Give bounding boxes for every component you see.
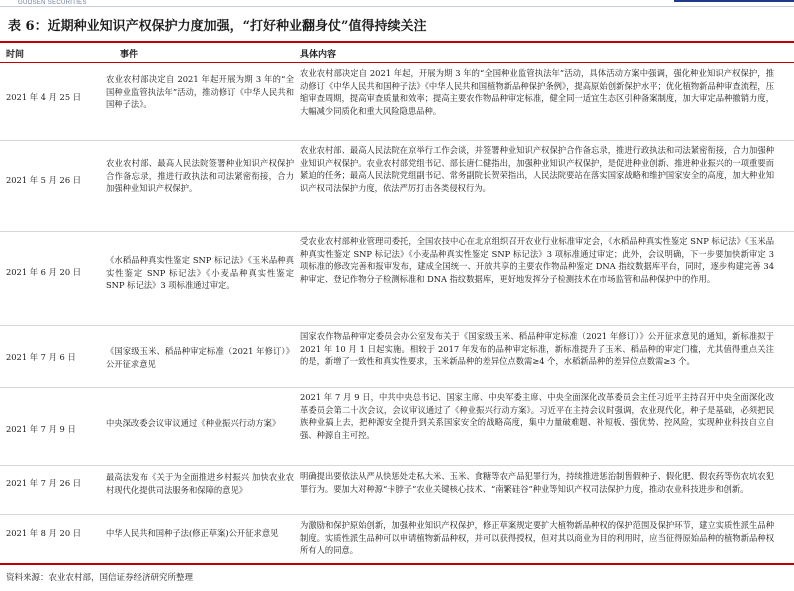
source-note: 资料来源：农业农村部，国信证券经济研究所整理 xyxy=(6,573,194,583)
row-date: 2021 年 6 月 20 日 xyxy=(6,267,82,277)
table-bottom-rule xyxy=(0,563,794,565)
row-date: 2021 年 4 月 25 日 xyxy=(6,92,82,102)
column-header-event: 事件 xyxy=(120,50,139,60)
row-event: 最高法发布《关于为全面推进乡村振兴 加快农业农村现代化提供司法服务和保障的意见》 xyxy=(106,472,294,495)
brand-logo-text: GUOSEN SECURITIES xyxy=(18,0,87,6)
row-event: 农业农村部决定自 2021 年起开展为期 3 年的“全国种业监管执法年”活动，推动修订《中华人民共和国种子法》。 xyxy=(106,74,294,109)
header-accent-bar xyxy=(674,0,794,2)
table-top-rule xyxy=(0,41,794,43)
row-date: 2021 年 7 月 9 日 xyxy=(6,424,76,434)
row-event: 《水稻品种真实性鉴定 SNP 标记法》《玉米品种真实性鉴定 SNP 标记法》《小麦品种真实性鉴定 SNP 标记法》3 项标准通过审定。 xyxy=(106,255,294,290)
row-event: 农业农村部、最高人民法院签署种业知识产权保护合作备忘录，推进行政执法和司法紧密衔接，合力加强种业知识产权保护。 xyxy=(106,158,294,193)
table-title: 表 6：近期种业知识产权保护力度加强，“打好种业翻身仗”值得持续关注 xyxy=(8,19,427,34)
header-divider xyxy=(0,6,794,7)
row-content: 农业农村部决定自 2021 年起，开展为期 3 年的“全国种业监管执法年”活动，具体活动方案中强调，强化种业知识产权保护，推动修订《中华人民共和国种子法》《中华人民共和国植物新品种保护条例》，提高原始创新保护水平；优化植物新品种审查流程，压缩审查周期，提高审查质量和效率；提高主要农作物品种审定标准，健全同一适宜生态区引种备案制度，加大审定品种撤销力度，大幅减少同质化和重大风险隐患品种。 xyxy=(300,68,774,116)
row-content: 农业农村部、最高人民法院在京举行工作会谈，并签署种业知识产权保护合作备忘录，推进行政执法和司法紧密衔接，合力加强种业知识产权保护。农业农村部党组书记、部长唐仁健指出，加强种业知识产权保护，是促进种业创新、推进种业振兴的一项重要而紧迫的任务；最高人民法院党组副书记、常务副院长贺荣指出，人民法院要站在落实国家战略和维护国家安全的高度，加大种业知识产权司法保护力度，依法严厉打击各类侵权行为。 xyxy=(300,145,774,193)
row-content: 国家农作物品种审定委员会办公室发布关于《国家级玉米、稻品种审定标准（2021 年修订）》公开征求意见的通知，新标准拟于 2021 年 10 月 1 日起实施。相较于 2017 年发布的品种审定标准，新标准提升了玉米、稻品种的审定门槛，尤其值得重点关注的是，新增了一致性和真实性要求，玉米新品种的差异位点数需≥4 个，水稻新品种的差异位点数需≥3 个。 xyxy=(300,331,774,366)
row-divider xyxy=(0,387,794,388)
report-header-bar xyxy=(0,0,794,12)
row-content: 受农业农村部种业管理司委托，全国农技中心在北京组织召开农业行业标准审定会，《水稻品种真实性鉴定 SNP 标记法》《玉米品种真实性鉴定 SNP 标记法》《小麦品种真实性鉴定 SNP 标记法》3 项标准通过审定；此外，会议明确，下一步要加快新审定 3 项标准的修改完善和报审发布，建成全国统一、开放共享的主要农作物品种鉴定 DNA 指纹数据库平台，同时，逐步构建完善 34 种审定、登记作物分子检测标准和 DNA 指纹数据库，更好地发挥分子检测技术在市场监管和品种保护中的作用。 xyxy=(300,236,774,284)
row-date: 2021 年 7 月 6 日 xyxy=(6,352,76,362)
row-divider xyxy=(0,465,794,466)
row-event: 《国家级玉米、稻品种审定标准（2021 年修订）》公开征求意见 xyxy=(106,346,294,369)
row-date: 2021 年 8 月 20 日 xyxy=(6,528,82,538)
row-date: 2021 年 5 月 26 日 xyxy=(6,175,82,185)
row-divider xyxy=(0,140,794,141)
row-date: 2021 年 7 月 26 日 xyxy=(6,478,82,488)
column-header-content: 具体内容 xyxy=(300,50,337,60)
row-event: 中华人民共和国种子法(修正草案)公开征求意见 xyxy=(106,528,279,538)
row-divider xyxy=(0,514,794,515)
table-header-rule xyxy=(0,62,794,63)
row-divider xyxy=(0,231,794,232)
row-content: 为激励和保护原始创新，加强种业知识产权保护，修正草案规定要扩大植物新品种权的保护范围及保护环节，建立实质性派生品种制度。实质性派生品种可以申请植物新品种权，并可以获得授权，但对其以商业为目的利用时，应当征得原始品种的植物新品种权所有人的同意。 xyxy=(300,520,774,555)
row-divider xyxy=(0,325,794,326)
row-content: 明确提出要依法从严从快惩处走私大米、玉米、食糖等农产品犯罪行为，持续推进惩治制售假种子、假化肥、假农药等伤农坑农犯罪行为。要加大对种源“卡脖子”农业关键核心技术、“南繁硅谷”种业等知识产权司法保护力度，推动农业科技进步和创新。 xyxy=(300,471,774,494)
row-content: 2021 年 7 月 9 日，中共中央总书记、国家主席、中央军委主席、中央全面深化改革委员会主任习近平主持召开中央全面深化改革委员会第二十次会议，会议审议通过了《种业振兴行动方案》。习近平在主持会议时强调，农业现代化，种子是基础，必须把民族种业搞上去，把种源安全提升到关系国家安全的战略高度，集中力量破难题、补短板、强优势、控风险，实现种业科技自立自强、种源自主可控。 xyxy=(300,392,774,440)
column-header-date: 时间 xyxy=(6,50,25,60)
row-event: 中央深改委会议审议通过《种业振兴行动方案》 xyxy=(106,418,281,428)
